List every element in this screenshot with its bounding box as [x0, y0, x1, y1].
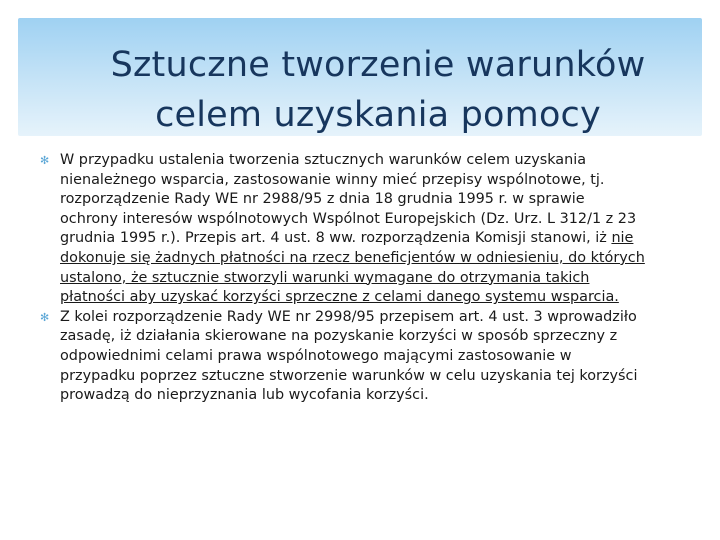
title-banner	[18, 18, 702, 136]
slide-title: Sztuczne tworzenie warunków celem uzyskania pomocy	[110, 45, 646, 135]
asterisk-bullet-icon: ✻	[40, 154, 50, 167]
bullet-item-1	[40, 151, 646, 308]
bullet-list	[40, 151, 646, 406]
bullet-2-text: Z kolei rozporządzenie Rady WE nr 2998/95 przepisem art. 4 ust. 3 wprowadziło zasadę, iż działania skierowane na pozyskanie korzyści w sposób sprzeczny z odpowiednimi celami prawa wspólnotowego mającymi zastosowanie w przypadku poprzez sztuczne stworzenie warunków w celu uzyskania tej korzyści prowadzą do nieprzyznania lub wycofania korzyści.	[60, 308, 638, 404]
bullet-item-2	[40, 308, 646, 406]
bullet-1-text: W przypadku ustalenia tworzenia sztucznych warunków celem uzyskania nienależnego wsparcia, zastosowanie winny mieć przepisy wspólnotowe, tj. rozporządzenie Rady WE nr 2988/95 z dnia 18 grudnia 1995 r. w sprawie ochrony interesów wspólnotowych Wspólnot Europejskich (Dz. Urz. L 312/1 z 23 grudnia 1995 r.). Przepis art. 4 ust. 8 ww. rozporządzenia Komisji stanowi, iż	[60, 152, 637, 247]
asterisk-bullet-icon: ✻	[40, 310, 50, 324]
bullet-1-underlined-text: nie dokonuje się żadnych płatności na rzecz beneficjentów w odniesieniu, do których ustalono, że sztucznie stworzyli warunki wymagane do otrzymania takich płatności aby uzyskać korzyści sprzeczne z celami danego systemu wsparcia.	[60, 230, 645, 306]
